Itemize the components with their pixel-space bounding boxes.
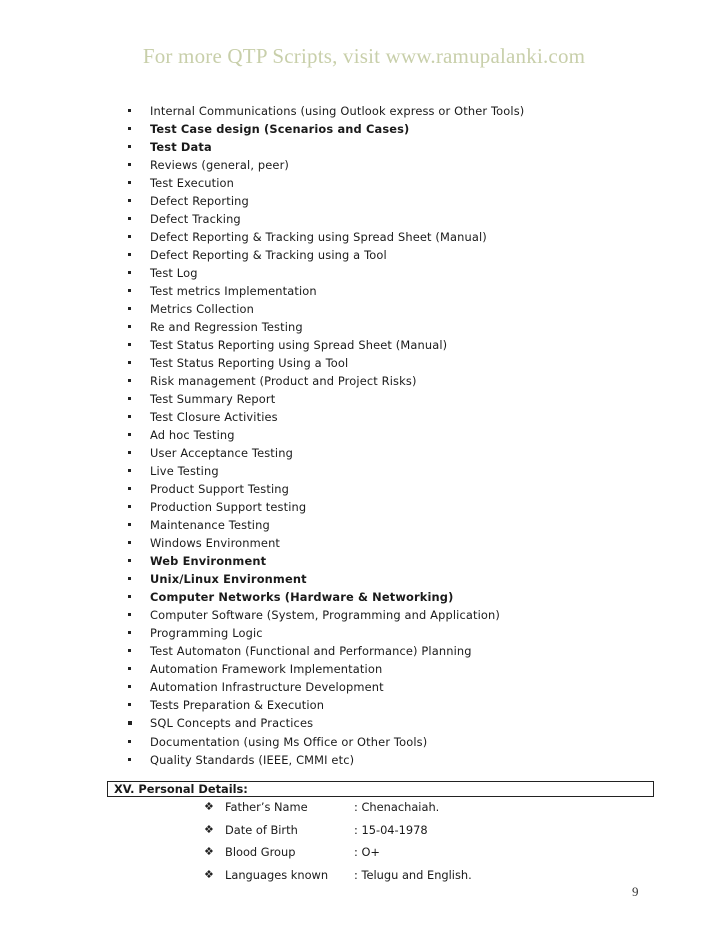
skill-item <box>126 372 524 390</box>
skill-item <box>126 714 524 733</box>
skill-text: Product Support Testing <box>150 482 290 496</box>
skill-text: Test Case design (Scenarios and Cases) <box>150 122 410 136</box>
bullet-icon <box>128 541 131 544</box>
skill-item <box>126 660 524 678</box>
skill-item <box>126 354 524 372</box>
skill-item <box>126 516 524 534</box>
bullet-icon <box>128 289 131 292</box>
skill-item <box>126 390 524 408</box>
skill-item <box>126 264 524 282</box>
skill-item <box>126 642 524 660</box>
skill-item <box>126 282 524 300</box>
bullet-icon <box>128 649 131 652</box>
skill-text: Automation Infrastructure Development <box>150 680 384 694</box>
bullet-icon <box>128 397 131 400</box>
skill-item <box>126 102 524 120</box>
skill-item <box>126 444 524 462</box>
bullet-icon <box>128 343 131 346</box>
skill-item <box>126 318 524 336</box>
bullet-icon <box>128 631 131 634</box>
skill-item <box>126 606 524 624</box>
bullet-icon <box>128 433 131 436</box>
skill-text: Maintenance Testing <box>150 518 270 532</box>
bullet-icon <box>128 703 131 706</box>
bullet-icon <box>128 758 131 761</box>
bullet-icon <box>128 235 131 238</box>
skill-item <box>126 156 524 174</box>
skill-text: Computer Software (System, Programming and Application) <box>150 608 501 622</box>
skill-text: Test metrics Implementation <box>150 284 317 298</box>
skill-text: Test Status Reporting Using a Tool <box>150 356 349 370</box>
skill-text: Metrics Collection <box>150 302 255 316</box>
bullet-icon <box>128 127 131 130</box>
bullet-icon <box>128 740 131 743</box>
bullet-icon <box>128 667 131 670</box>
bullet-icon <box>128 577 131 580</box>
watermark-header: For more QTP Scripts, visit www.ramupalanki.com <box>142 44 586 68</box>
skill-text: Risk management (Product and Project Risks) <box>150 374 417 388</box>
bullet-icon <box>128 559 131 562</box>
personal-detail-value: : Chenachaiah. <box>354 800 440 814</box>
personal-detail-value: : Telugu and English. <box>354 867 472 882</box>
bullet-icon <box>128 217 131 220</box>
skill-text: Documentation (using Ms Office or Other Tools) <box>150 735 428 749</box>
personal-detail-value: : O+ <box>354 845 380 859</box>
bullet-icon <box>128 109 131 112</box>
personal-detail-value: : 15-04-1978 <box>354 822 428 837</box>
skill-item <box>126 624 524 642</box>
bullet-icon <box>128 523 131 526</box>
skill-item <box>126 138 524 156</box>
bullet-icon <box>128 505 131 508</box>
skill-text: Tests Preparation & Execution <box>150 698 325 712</box>
skill-text: Test Execution <box>150 176 235 190</box>
bullet-icon <box>128 271 131 274</box>
bullet-icon <box>128 685 131 688</box>
bullet-icon <box>128 325 131 328</box>
diamond-bullet-icon: ❖ <box>204 822 214 836</box>
bullet-icon <box>128 361 131 364</box>
skill-text: Automation Framework Implementation <box>150 662 383 676</box>
skill-item <box>126 534 524 552</box>
bullet-icon <box>128 451 131 454</box>
skill-item <box>126 228 524 246</box>
skill-text: SQL Concepts and Practices <box>150 716 314 730</box>
diamond-bullet-icon: ❖ <box>204 867 214 881</box>
bullet-icon <box>128 469 131 472</box>
bullet-icon <box>128 613 131 616</box>
skill-text: Ad hoc Testing <box>150 428 235 442</box>
skill-item <box>126 246 524 264</box>
skill-item <box>126 733 524 751</box>
skill-text: Defect Reporting <box>150 194 249 208</box>
skill-text: Defect Reporting & Tracking using a Tool <box>150 248 387 262</box>
skill-item <box>126 498 524 516</box>
bullet-icon <box>128 307 131 310</box>
bullet-icon <box>128 181 131 184</box>
skill-text: Test Status Reporting using Spread Sheet (Manual) <box>150 338 448 352</box>
personal-detail-label: Date of Birth <box>225 822 298 837</box>
bullet-icon <box>128 415 131 418</box>
skill-item <box>126 174 524 192</box>
personal-details-title: XV. Personal Details: <box>114 782 248 796</box>
skill-item <box>126 426 524 444</box>
skill-text: Test Summary Report <box>150 392 276 406</box>
skill-text: Live Testing <box>150 464 219 478</box>
skill-text: Reviews (general, peer) <box>150 158 289 172</box>
skill-item <box>126 462 524 480</box>
diamond-bullet-icon: ❖ <box>204 800 214 813</box>
personal-detail-label: Father’s Name <box>225 800 308 814</box>
skill-item <box>126 300 524 318</box>
skill-text: Computer Networks (Hardware & Networking) <box>150 590 454 604</box>
personal-detail-label: Blood Group <box>225 845 296 859</box>
skill-text: Production Support testing <box>150 500 307 514</box>
skill-text: Programming Logic <box>150 626 263 640</box>
skill-item <box>126 696 524 714</box>
bullet-icon <box>128 721 132 725</box>
skill-text: Web Environment <box>150 554 267 568</box>
skill-item <box>126 120 524 138</box>
bullet-icon <box>128 253 131 256</box>
skill-text: Defect Tracking <box>150 212 241 226</box>
skill-text: Re and Regression Testing <box>150 320 303 334</box>
bullet-icon <box>128 163 131 166</box>
skill-text: Test Automaton (Functional and Performance) Planning <box>150 644 472 658</box>
skill-item <box>126 552 524 570</box>
skill-text: Quality Standards (IEEE, CMMI etc) <box>150 753 355 767</box>
bullet-icon <box>128 199 131 202</box>
personal-details-heading-box <box>107 781 654 797</box>
skill-text: Windows Environment <box>150 536 281 550</box>
skill-text: Test Data <box>150 140 212 154</box>
skill-text: Test Log <box>150 266 198 280</box>
skill-text: Unix/Linux Environment <box>150 572 307 586</box>
skill-item <box>126 751 524 769</box>
skill-text: Test Closure Activities <box>150 410 278 424</box>
skill-item <box>126 570 524 588</box>
bullet-icon <box>128 145 131 148</box>
skill-item <box>126 678 524 696</box>
skill-text: Defect Reporting & Tracking using Spread Sheet (Manual) <box>150 230 487 244</box>
skills-list <box>126 102 524 769</box>
bullet-icon <box>128 487 131 490</box>
skill-item <box>126 210 524 228</box>
skill-item <box>126 192 524 210</box>
skill-text: User Acceptance Testing <box>150 446 293 460</box>
bullet-icon <box>128 379 131 382</box>
skill-item <box>126 588 524 606</box>
diamond-bullet-icon: ❖ <box>204 845 214 858</box>
bullet-icon <box>128 595 131 598</box>
page-number: 9 <box>632 884 639 899</box>
skill-item <box>126 336 524 354</box>
personal-detail-label: Languages known <box>225 867 329 882</box>
skill-text: Internal Communications (using Outlook express or Other Tools) <box>150 104 525 118</box>
skill-item <box>126 408 524 426</box>
skill-item <box>126 480 524 498</box>
